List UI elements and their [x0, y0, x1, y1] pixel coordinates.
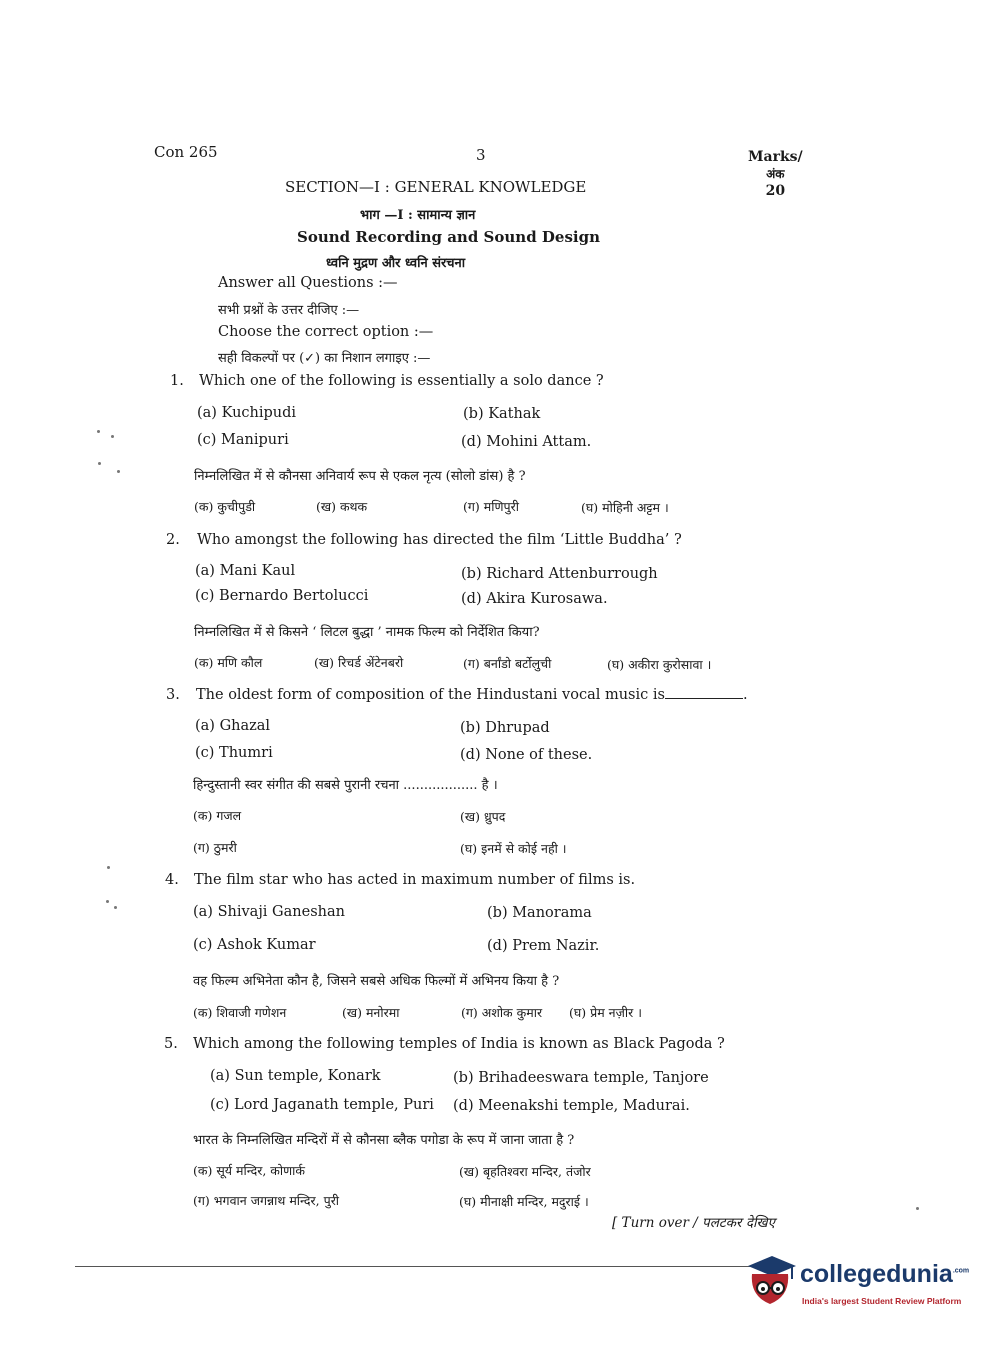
option-a: (a) Shivaji Ganeshan — [193, 904, 345, 920]
option-c: (c) Lord Jaganath temple, Puri — [210, 1097, 434, 1113]
marks-value: 20 — [765, 183, 786, 199]
collegedunia-mascot-icon — [742, 1252, 800, 1310]
option-d: (d) None of these. — [460, 747, 593, 763]
turn-over-note: [ Turn over / पलटकर देखिए — [612, 1215, 776, 1231]
question-number: 3. — [166, 687, 180, 703]
scan-speck — [98, 462, 101, 465]
question-text-row: The oldest form of composition of the Hindustani vocal music is . — [196, 687, 748, 703]
subject-title: Sound Recording and Sound Design — [297, 228, 600, 246]
scan-speck — [106, 900, 109, 903]
section-title-hindi: भाग —I : सामान्य ज्ञान — [360, 208, 476, 223]
option-d: (d) Prem Nazir. — [487, 938, 600, 954]
question-text-hindi: निम्नलिखित में से कौनसा अनिवार्य रूप से एकल नृत्य (सोलो डांस) है ? — [194, 469, 526, 484]
hindi-option-kha: (ख) बृहतिश्वरा मन्दिर, तंजोर — [459, 1164, 591, 1179]
footer-rule — [75, 1266, 755, 1267]
question-text-hindi: हिन्दुस्तानी स्वर संगीत की सबसे पुरानी रचना .................. है । — [193, 778, 498, 793]
hindi-option-ka: (क) सूर्य मन्दिर, कोणार्क — [193, 1163, 305, 1178]
hindi-option-ga: (ग) ठुमरी — [193, 840, 237, 855]
paper-code: Con 265 — [154, 143, 218, 161]
hindi-option-kha: (ख) मनोरमा — [342, 1005, 400, 1020]
option-a: (a) Sun temple, Konark — [210, 1068, 381, 1084]
question-text: The film star who has acted in maximum number of films is. — [194, 872, 636, 888]
option-c: (c) Manipuri — [197, 432, 289, 448]
option-d: (d) Mohini Attam. — [461, 434, 592, 450]
hindi-option-kha: (ख) ध्रुपद — [460, 809, 506, 824]
hindi-option-ka: (क) शिवाजी गणेशन — [193, 1005, 287, 1020]
option-d: (d) Meenakshi temple, Madurai. — [453, 1098, 690, 1114]
scan-speck — [107, 866, 110, 869]
section-title: SECTION—I : GENERAL KNOWLEDGE — [285, 178, 587, 196]
brand-name: collegedunia — [800, 1260, 953, 1288]
subject-title-hindi: ध्वनि मुद्रण और ध्वनि संरचना — [326, 256, 466, 271]
scan-speck — [916, 1207, 919, 1210]
question-text-hindi: निम्नलिखित में से किसने ‘ लिटल बुद्धा ’ नामक फिल्म को निर्देशित किया? — [194, 625, 540, 640]
watermark-tagline: India's largest Student Review Platform — [802, 1296, 962, 1306]
marks-label-hindi: अंक — [766, 167, 785, 181]
option-b: (b) Kathak — [463, 406, 541, 422]
question-text-hindi: भारत के निम्नलिखित मन्दिरों में से कौनसा ब्लैक पगोडा के रूप में जाना जाता है ? — [193, 1133, 575, 1148]
question-text: Which one of the following is essentially a solo dance ? — [199, 373, 604, 389]
option-b: (b) Dhrupad — [460, 720, 550, 736]
question-number: 1. — [170, 373, 184, 389]
option-c: (c) Thumri — [195, 745, 273, 761]
page-number: 3 — [476, 146, 486, 164]
hindi-option-ga: (ग) बर्नांडो बर्टोलुची — [463, 656, 552, 671]
option-c: (c) Bernardo Bertolucci — [195, 588, 369, 604]
hindi-option-gha: (घ) मोहिनी अट्टम । — [581, 500, 669, 515]
question-number: 5. — [164, 1036, 178, 1052]
hindi-option-ga: (ग) अशोक कुमार — [461, 1005, 543, 1020]
question-number: 4. — [165, 872, 179, 888]
scan-speck — [114, 906, 117, 909]
hindi-option-gha: (घ) प्रेम नज़ीर । — [569, 1005, 642, 1020]
instruction-3: Choose the correct option :— — [218, 324, 434, 340]
hindi-option-ka: (क) कुचीपुडी — [194, 499, 256, 514]
question-text: Who amongst the following has directed the film ‘Little Buddha’ ? — [197, 532, 682, 548]
hindi-option-kha: (ख) कथक — [316, 499, 368, 514]
hindi-option-gha: (घ) मीनाक्षी मन्दिर, मदुराई । — [459, 1194, 589, 1209]
hindi-option-gha: (घ) अकीरा कुरोसावा । — [607, 657, 712, 672]
brand-suffix: .com — [952, 1267, 970, 1275]
option-a: (a) Kuchipudi — [197, 405, 297, 421]
option-c: (c) Ashok Kumar — [193, 937, 316, 953]
hindi-option-ka: (क) गजल — [193, 808, 242, 823]
answer-blank — [665, 688, 743, 699]
instruction-2: सभी प्रश्नों के उत्तर दीजिए :— — [218, 303, 360, 318]
marks-label: Marks/ — [748, 149, 803, 165]
hindi-option-gha: (घ) इनमें से कोई नही । — [460, 841, 567, 856]
hindi-option-ka: (क) मणि कौल — [194, 655, 263, 670]
scan-speck — [97, 430, 100, 433]
question-text: Which among the following temples of India is known as Black Pagoda ? — [193, 1036, 725, 1052]
option-d: (d) Akira Kurosawa. — [461, 591, 608, 607]
hindi-option-ga: (ग) भगवान जगन्नाथ मन्दिर, पुरी — [193, 1193, 340, 1208]
marks-block — [748, 149, 803, 200]
watermark-brand — [800, 1260, 969, 1289]
option-b: (b) Brihadeeswara temple, Tanjore — [453, 1070, 709, 1086]
scan-speck — [117, 470, 120, 473]
question-text-hindi: वह फिल्म अभिनेता कौन है, जिसने सबसे अधिक फिल्मों में अभिनय किया है ? — [193, 974, 560, 989]
option-a: (a) Mani Kaul — [195, 563, 296, 579]
question-number: 2. — [166, 532, 180, 548]
option-a: (a) Ghazal — [195, 718, 271, 734]
option-b: (b) Richard Attenburrough — [461, 566, 658, 582]
option-b: (b) Manorama — [487, 905, 592, 921]
scan-speck — [111, 435, 114, 438]
hindi-option-ga: (ग) मणिपुरी — [463, 499, 519, 514]
instruction-1: Answer all Questions :— — [218, 275, 398, 291]
hindi-option-kha: (ख) रिचर्ड अेंटेनबरो — [314, 655, 404, 670]
question-text: The oldest form of composition of the Hindustani vocal music is — [196, 687, 665, 703]
instruction-4: सही विकल्पों पर (✓) का निशान लगाइए :— — [218, 351, 431, 366]
